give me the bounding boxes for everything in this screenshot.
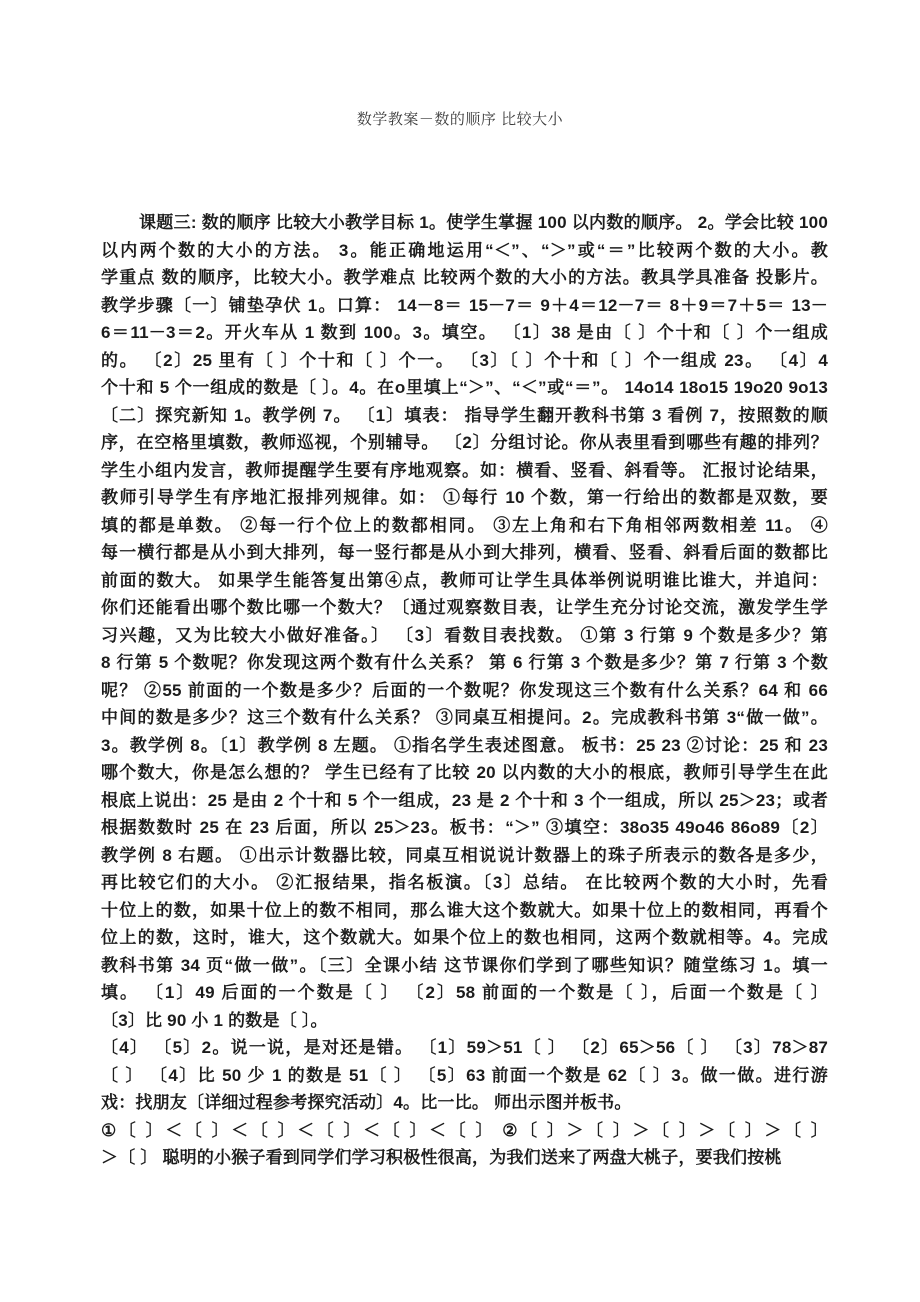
text-line: 6＝11－3＝2。开火车从 1 数到 100。3。填空。 〔1〕38 是由〔 〕个十和〔 〕个一组成 xyxy=(101,323,828,342)
text-line: 序，在空格里填数，教师巡视，个别辅导。 〔2〕分组讨论。你从表里看到哪些有趣的排列？ xyxy=(101,433,828,452)
text-line: 位上的数，这时，谁大，这个数就大。如果个位上的数也相同，这两个数就相等。4。完成 xyxy=(101,928,828,947)
text-line: 学重点 数的顺序，比较大小。教学难点 比较两个数的大小的方法。教具学具准备 投影片。 xyxy=(101,268,828,287)
text-line: 你们还能看出哪个数比哪一个数大？〔通过观察数目表，让学生充分讨论交流，激发学生学 xyxy=(101,598,828,617)
text-line: 教科书第 34 页“做一做”。〔三〕全课小结 这节课你们学到了哪些知识？随堂练习 1。填一 xyxy=(101,955,828,975)
text-line: 〔4〕 〔5〕2。说一说，是对还是错。 〔1〕59＞51〔 〕 〔2〕65＞56〔 〕 〔3〕78＞87 xyxy=(101,1038,828,1057)
text-line: 3。教学例 8。〔1〕教学例 8 左题。 ①指名学生表述图意。 板书：25 23 ②讨论：25 和 23 xyxy=(101,735,828,755)
text-line: 根底上说出：25 是由 2 个十和 5 个一组成，23 是 2 个十和 3 个一组成，所以 25＞23；或者 xyxy=(101,790,828,810)
text-line: 哪个数大，你是怎么想的？ 学生已经有了比较 20 以内数的大小的根底，教师引导学生在此 xyxy=(101,763,828,782)
text-line: 戏：找朋友〔详细过程参考探究活动〕4。比一比。 师出示图并板书。 xyxy=(101,1093,632,1112)
text-line: 根据数数时 25 在 23 后面，所以 25＞23。板书：“＞” ③填空：38o35 49o46 86o89〔2〕 xyxy=(101,818,828,837)
text-line: 每一横行都是从小到大排列，每一竖行都是从小到大排列，横看、竖看、斜看后面的数都比 xyxy=(101,543,828,562)
text-line: 教学步骤〔一〕铺垫孕伏 1。口算： 14－8＝ 15－7＝ 9＋4＝12－7＝ 8＋9＝7＋5＝ 13－ xyxy=(101,295,828,315)
text-line: 〔二〕探究新知 1。教学例 7。 〔1〕填表： 指导学生翻开教科书第 3 看例 7，按照数的顺 xyxy=(101,405,828,425)
text-line: 教学例 8 右题。 ①出示计数器比较，同桌互相说说计数器上的珠子所表示的数各是多少， xyxy=(101,845,828,865)
text-line: 前面的数大。 如果学生能答复出第④点，教师可让学生具体举例说明谁比谁大，并追问： xyxy=(101,570,828,590)
text-line: 中间的数是多少？这三个数有什么关系？ ③同桌互相提问。2。完成教科书第 3“做一做”。 xyxy=(101,708,828,727)
text-line: 呢？ ②55 前面的一个数是多少？后面的一个数呢？你发现这三个数有什么关系？64 和 66 xyxy=(101,680,828,700)
text-line: 填的都是单数。 ②每一行个位上的数都相同。 ③左上角和右下角相邻两数相差 11。 ④ xyxy=(101,515,828,535)
text-line: 十位上的数，如果十位上的数不相同，那么谁大这个数就大。如果十位上的数相同，再看个 xyxy=(101,900,828,920)
text-line: 个十和 5 个一组成的数是〔 〕。4。在o里填上“＞”、“＜”或“＝”。 14o14 18o15 19o20 9o13 xyxy=(101,378,828,397)
document-body xyxy=(101,209,828,1172)
text-line: 〔 〕 〔4〕比 50 少 1 的数是 51〔 〕 〔5〕63 前面一个数是 62〔 〕3。做一做。进行游 xyxy=(101,1065,828,1085)
text-line: 学生小组内发言，教师提醒学生要有序地观察。如：横看、竖看、斜看等。 汇报讨论结果， xyxy=(101,460,828,480)
text-line: 教师引导学生有序地汇报排列规律。如： ①每行 10 个数，第一行给出的数都是双数，要 xyxy=(101,488,828,507)
text-line: 8 行第 5 个数呢？你发现这两个数有什么关系？ 第 6 行第 3 个数是多少？第 7 行第 3 个数 xyxy=(101,653,828,672)
document-title: 数学教案－数的顺序 比较大小 xyxy=(356,111,564,128)
text-line: 习兴趣，又为比较大小做好准备。〕 〔3〕看数目表找数。 ①第 3 行第 9 个数是多少？第 xyxy=(101,625,828,645)
text-line: 课题三: 数的顺序 比较大小教学目标 1。使学生掌握 100 以内数的顺序。 2。学会比较 100 xyxy=(139,213,828,232)
text-line: 以内两个数的大小的方法。 3。能正确地运用“＜”、“＞”或“＝”比较两个数的大小。教 xyxy=(101,240,828,260)
text-line: 再比较它们的大小。 ②汇报结果，指名板演。〔3〕总结。 在比较两个数的大小时，先看 xyxy=(101,873,828,892)
text-line: 填。 〔1〕49 后面的一个数是〔 〕 〔2〕58 前面的一个数是〔 〕，后面一个数是〔 〕 xyxy=(101,983,828,1002)
text-line: 〔3〕比 90 小 1 的数是〔 〕。 xyxy=(101,1010,328,1030)
text-line: ＞〔 〕 聪明的小猴子看到同学们学习积极性很高，为我们送来了两盘大桃子，要我们按桃 xyxy=(101,1148,782,1167)
text-line: ①〔 〕＜〔 〕＜〔 〕＜〔 〕＜〔 〕＜〔 〕 ②〔 〕＞〔 〕＞〔 〕＞〔 〕＞〔 〕 xyxy=(101,1120,828,1140)
text-line: 的。 〔2〕25 里有〔 〕个十和〔 〕个一。 〔3〕〔 〕个十和〔 〕个一组成 23。 〔4〕4 xyxy=(101,350,828,370)
